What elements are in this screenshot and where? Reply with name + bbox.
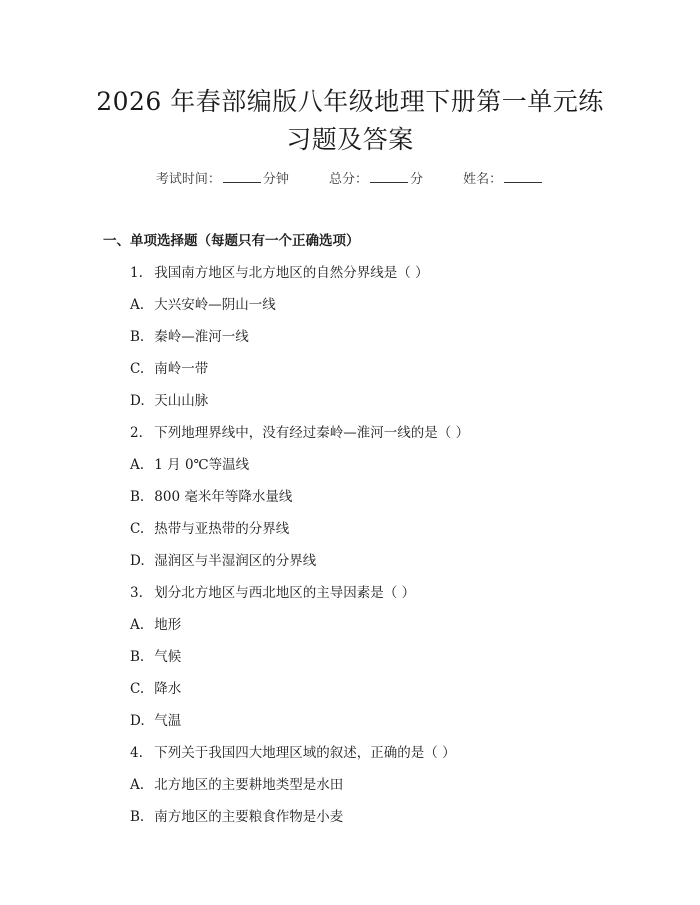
option-text: 热带与亚热带的分界线 bbox=[154, 521, 290, 537]
option-3d bbox=[130, 709, 181, 729]
option-text: 1 月 0℃等温线 bbox=[154, 457, 250, 473]
exam-name bbox=[463, 172, 544, 187]
option-text: 800 毫米年等降水量线 bbox=[154, 489, 293, 505]
option-2c bbox=[130, 517, 289, 537]
question-number: 2. bbox=[130, 425, 143, 441]
option-4b bbox=[130, 805, 343, 825]
option-1a bbox=[130, 293, 276, 313]
question-number: 3. bbox=[130, 585, 143, 601]
option-text: 天山山脉 bbox=[154, 393, 209, 409]
exam-time bbox=[156, 172, 293, 187]
option-text: 秦岭—淮河一线 bbox=[154, 329, 249, 345]
option-label: D. bbox=[130, 393, 145, 409]
option-label: C. bbox=[130, 521, 145, 537]
option-label: D. bbox=[130, 553, 145, 569]
question-2 bbox=[130, 421, 469, 441]
question-3 bbox=[130, 581, 415, 601]
exam-score-unit: 分 bbox=[410, 172, 424, 187]
question-text: 我国南方地区与北方地区的自然分界线是（ ） bbox=[154, 265, 429, 281]
option-4a bbox=[130, 773, 343, 793]
option-text: 湿润区与半湿润区的分界线 bbox=[154, 553, 317, 569]
document-title bbox=[80, 83, 620, 159]
option-label: B. bbox=[130, 649, 145, 665]
question-text: 下列地理界线中，没有经过秦岭—淮河一线的是（ ） bbox=[154, 425, 470, 441]
question-number: 4. bbox=[130, 745, 143, 761]
exam-score-blank bbox=[370, 170, 408, 183]
option-label: B. bbox=[130, 329, 145, 345]
option-text: 降水 bbox=[154, 681, 182, 697]
exam-info bbox=[0, 168, 700, 187]
exam-name-blank bbox=[504, 170, 542, 183]
option-label: B. bbox=[130, 809, 145, 825]
option-text: 大兴安岭—阴山一线 bbox=[154, 297, 276, 313]
title-line-1: 2026 年春部编版八年级地理下册第一单元练 bbox=[96, 87, 604, 116]
exam-time-unit: 分钟 bbox=[262, 172, 289, 187]
question-4 bbox=[130, 741, 456, 761]
question-text: 下列关于我国四大地理区域的叙述，正确的是（ ） bbox=[154, 745, 456, 761]
option-3a bbox=[130, 613, 181, 633]
option-text: 地形 bbox=[154, 617, 182, 633]
exam-score bbox=[329, 172, 427, 187]
option-label: A. bbox=[130, 297, 145, 313]
option-2b bbox=[130, 485, 292, 505]
option-label: C. bbox=[130, 681, 145, 697]
option-text: 南岭一带 bbox=[154, 361, 209, 377]
option-label: C. bbox=[130, 361, 145, 377]
option-1b bbox=[130, 325, 249, 345]
option-1c bbox=[130, 357, 208, 377]
question-1 bbox=[130, 261, 429, 281]
option-label: A. bbox=[130, 617, 145, 633]
option-label: B. bbox=[130, 489, 145, 505]
exam-name-label: 姓名： bbox=[463, 172, 503, 187]
option-2d bbox=[130, 549, 316, 569]
option-1d bbox=[130, 389, 208, 409]
title-line-2: 习题及答案 bbox=[286, 125, 414, 154]
exam-score-label: 总分： bbox=[328, 172, 368, 187]
option-label: A. bbox=[130, 777, 145, 793]
option-text: 南方地区的主要粮食作物是小麦 bbox=[154, 809, 344, 825]
exam-time-blank bbox=[223, 170, 261, 183]
section-title: 一、单项选择题（每题只有一个正确选项） bbox=[103, 233, 360, 249]
option-text: 气温 bbox=[154, 713, 182, 729]
option-3b bbox=[130, 645, 181, 665]
option-label: A. bbox=[130, 457, 145, 473]
option-label: D. bbox=[130, 713, 145, 729]
option-2a bbox=[130, 453, 249, 473]
question-number: 1. bbox=[130, 265, 143, 281]
exam-time-label: 考试时间： bbox=[155, 172, 221, 187]
option-text: 北方地区的主要耕地类型是水田 bbox=[154, 777, 344, 793]
option-3c bbox=[130, 677, 181, 697]
question-text: 划分北方地区与西北地区的主导因素是（ ） bbox=[154, 585, 416, 601]
option-text: 气候 bbox=[154, 649, 182, 665]
